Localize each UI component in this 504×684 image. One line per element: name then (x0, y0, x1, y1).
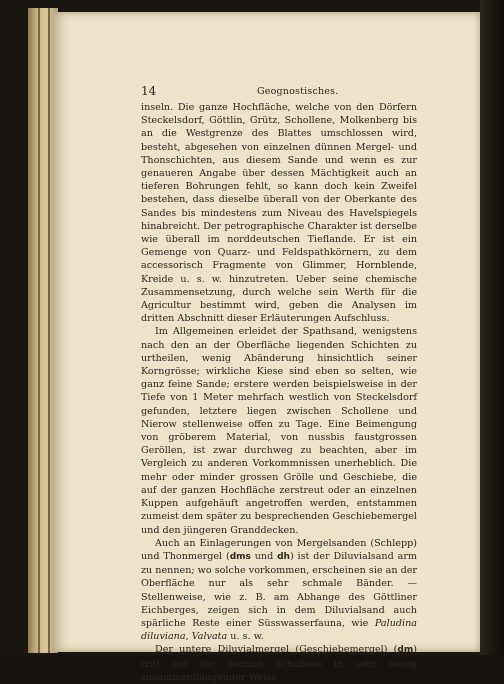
page-number: 14 (141, 84, 157, 98)
paragraph (141, 101, 417, 325)
page-edge-shadow (480, 0, 504, 655)
map-symbol: dms (229, 551, 251, 562)
paragraph (141, 643, 417, 684)
text-run: und (250, 550, 278, 562)
paragraph (141, 325, 417, 536)
text-run: inseln. Die ganze Hochfläche, welche von den Dörfern Steckelsdorf, Göttlin, Grütz, Schollene, Molkenberg bis an die Westgrenze des Blattes umschlossen wird, besteht, abgesehen von einzelnen dünnen Mergel- und Thonschichten, aus diesem Sande und wenn es zur genaueren Angabe über dessen Mächtigkeit auch an tieferen Bohrungen fehlt, so kann doch kein Zweifel bestehen, dass dieselbe überall von der Oberkante des Sandes bis mindestens zum Niveau des Havelspiegels hinabreicht. Der petrographische Charakter ist derselbe wie überall im norddeutschen Tieflande. Er ist ein Gemenge von Quarz- und Feldspathkörnern, zu dem accessorisch Fragmente von Glimmer, Hornblende, Kreide u. s. w. hinzutreten. Ueber seine chemische Zusammensetzung, durch welche sein Werth für die Agricultur bestimmt wird, geben die Analysen im dritten Abschnitt dieser Erläuterungen Aufschluss. (141, 102, 417, 325)
italic-taxon: Valvata (191, 631, 228, 643)
body-text (141, 101, 417, 684)
map-symbol: dm (397, 645, 414, 656)
text-run: , (185, 631, 192, 643)
text-run: u. s. w. (227, 631, 264, 643)
map-symbol: dh (277, 551, 290, 562)
text-run: ) ist der Diluvialsand arm zu nennen; wo solche vorkommen, erscheinen sie an der Oberfläche nur als sehr schmale Bänder. — Stellenweise, wie z. B. am Abhange des Göttliner Eichberges, zeigen sich in dem Diluvialsand auch spärliche Reste einer Süsswasserfauna, wie (141, 550, 417, 629)
italic-taxon: Paludina diluviana (141, 617, 417, 643)
text-run: Der untere Diluvialmergel (Geschiebemergel) ( (155, 644, 398, 656)
text-run: Auch an Einlagerungen von Mergelsanden (Schlepp) und Thonmergel ( (141, 537, 417, 562)
running-title: Geognostisches. (257, 86, 339, 97)
text-run: ) tritt auf der Section Schollene in sehr wenig zusammenhängender Weise (141, 644, 417, 683)
page-header (141, 84, 411, 100)
paragraph (141, 537, 417, 644)
text-run: Im Allgemeinen erleidet der Spathsand, wenigstens nach den an der Oberfläche liegenden Schichten zu urtheilen, wenig Abänderung hinsichtlich seiner Korngrösse; wirkliche Kiese sind eben so selten, wie ganz feine Sande; erstere werden beispielsweise in der Tiefe von 1 Meter mehrfach westlich von Steckelsdorf gefunden, letztere liegen zwischen Schollene und Nierow stellenweise offen zu Tage. Eine Beimengung von gröberem Material, von nussbis faustgrossen Geröllen, ist zwar durchweg zu beachten, aber im Vergleich zu anderen Vorkommnissen unerheblich. Die mehr oder minder grossen Grölle und Geschiebe, die auf der ganzen Hochfläche zerstreut oder an einzelnen Kuppen aufgehäuft angetroffen werden, entstammen zumeist dem später zu besprechenden Geschiebemergel und den jüngeren Granddecken. (141, 326, 417, 536)
